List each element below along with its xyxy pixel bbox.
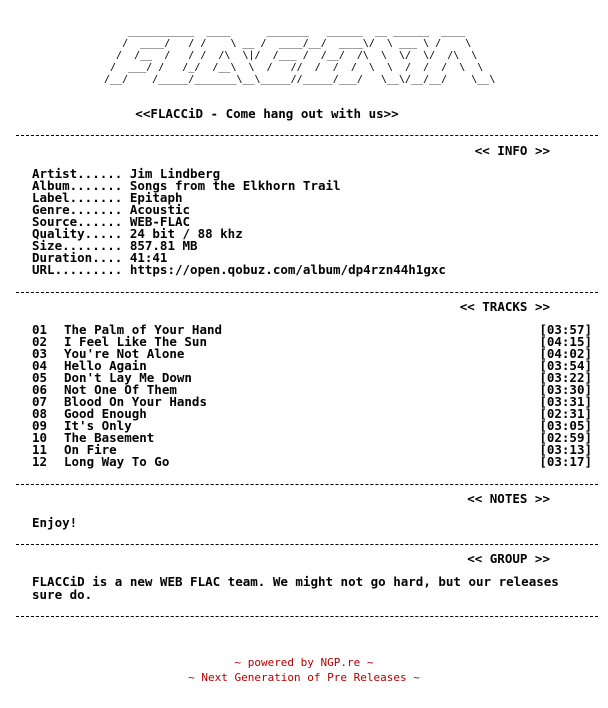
tracks-section-title: << TRACKS >>: [459, 299, 550, 314]
track-duration: [03:30]: [539, 382, 592, 397]
track-title: Don't Lay Me Down: [64, 370, 192, 385]
track-title: Not One Of Them: [64, 382, 177, 397]
track-duration: [02:31]: [539, 406, 592, 421]
track-number: 06: [32, 382, 48, 397]
track-number: 04: [32, 358, 48, 373]
track-number: 09: [32, 418, 48, 433]
info-size: Size........ 857.81 MB: [32, 238, 198, 253]
divider: [16, 544, 598, 545]
track-row: [32, 456, 592, 468]
track-number: 07: [32, 394, 48, 409]
divider: [16, 616, 598, 617]
notes-text: Enjoy!: [32, 515, 78, 530]
track-title: The Basement: [64, 430, 155, 445]
track-number: 10: [32, 430, 48, 445]
track-duration: [03:05]: [539, 418, 592, 433]
track-number: 05: [32, 370, 48, 385]
track-number: 02: [32, 334, 48, 349]
track-title: Hello Again: [64, 358, 147, 373]
info-quality: Quality..... 24 bit / 88 khz: [32, 226, 243, 241]
info-genre: Genre....... Acoustic: [32, 202, 191, 217]
flaccid-logo-ascii-art: ___________ ____ _______ ______ __ ______ ____ / ____/ / / \ __ / ____/__/ ____\/ \ ___ \ / \ / /__ / / / /\ \|/ /___ / /__/ /\ \ \/ \/ /\ \ / ___/ / /_/ /__\ \ / // / / / \ \ / / / \ \ /__/ /_____/_______\__\_____//_____/___/ \__\/__/__/ \__\: [104, 26, 496, 85]
track-title: Good Enough: [64, 406, 147, 421]
footer-tagline: ~ Next Generation of Pre Releases ~: [188, 671, 420, 684]
info-album: Album....... Songs from the Elkhorn Trail: [32, 178, 341, 193]
track-title: It's Only: [64, 418, 132, 433]
divider: [16, 292, 598, 293]
track-duration: [03:17]: [539, 454, 592, 469]
info-source: Source...... WEB-FLAC: [32, 214, 191, 229]
track-duration: [04:15]: [539, 334, 592, 349]
track-title: The Palm of Your Hand: [64, 322, 223, 337]
track-number: 12: [32, 454, 48, 469]
track-number: 11: [32, 442, 48, 457]
divider: [16, 484, 598, 485]
footer-powered-by: ~ powered by NGP.re ~: [234, 656, 374, 669]
track-title: Long Way To Go: [64, 454, 170, 469]
track-duration: [02:59]: [539, 430, 592, 445]
track-duration: [03:54]: [539, 358, 592, 373]
info-section-title: << INFO >>: [474, 143, 550, 158]
tagline: <<FLACCiD - Come hang out with us>>: [135, 106, 399, 121]
track-title: I Feel Like The Sun: [64, 334, 207, 349]
track-title: Blood On Your Hands: [64, 394, 207, 409]
track-duration: [03:22]: [539, 370, 592, 385]
track-number: 01: [32, 322, 48, 337]
info-duration: Duration.... 41:41: [32, 250, 168, 265]
track-duration: [04:02]: [539, 346, 592, 361]
notes-section-title: << NOTES >>: [467, 491, 550, 506]
track-duration: [03:31]: [539, 394, 592, 409]
group-description: FLACCiD is a new WEB FLAC team. We might not go hard, but our releases sure do.: [32, 574, 559, 602]
track-duration: [03:57]: [539, 322, 592, 337]
track-title: On Fire: [64, 442, 117, 457]
group-section-title: << GROUP >>: [467, 551, 550, 566]
track-number: 08: [32, 406, 48, 421]
track-duration: [03:13]: [539, 442, 592, 457]
track-title: You're Not Alone: [64, 346, 185, 361]
info-url: URL......... https://open.qobuz.com/album/dp4rzn44h1gxc: [32, 262, 446, 277]
info-label: Label....... Epitaph: [32, 190, 183, 205]
info-artist: Artist...... Jim Lindberg: [32, 166, 221, 181]
divider: [16, 135, 598, 136]
track-number: 03: [32, 346, 48, 361]
